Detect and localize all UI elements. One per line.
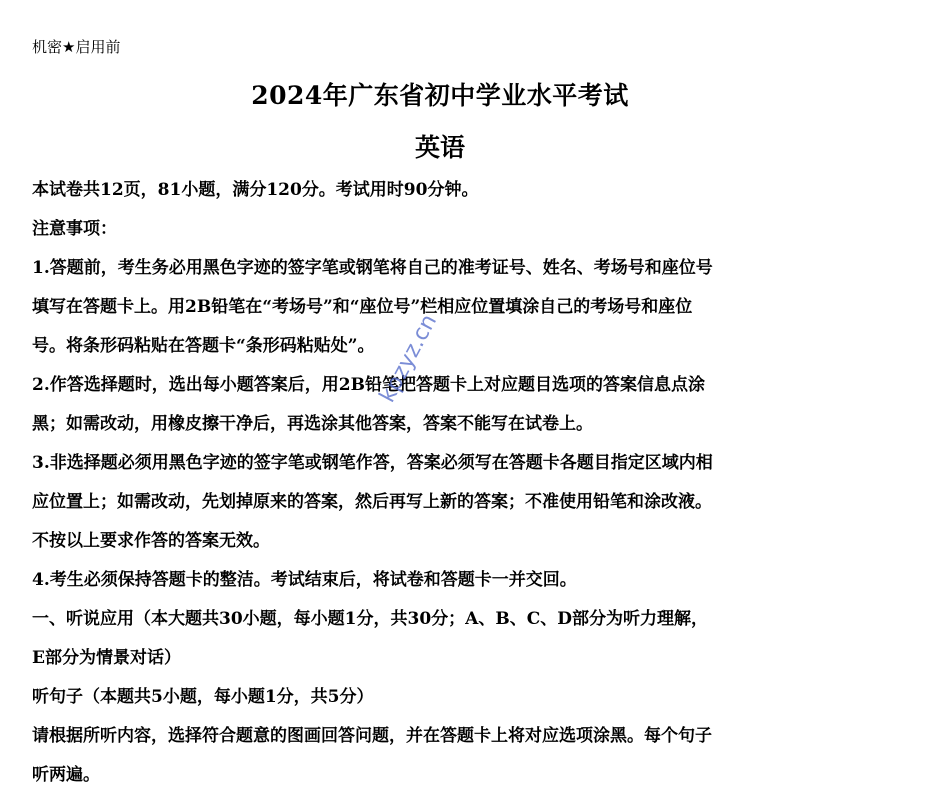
note-3-line-1: 3.非选择题必须用黑色字迹的签字笔或钢笔作答，答案必须写在答题卡各题目指定区域内相 [32, 453, 713, 473]
note-4-line-1: 4.考生必须保持答题卡的整洁。考试结束后，将试卷和答题卡一并交回。 [32, 570, 577, 590]
part-a-heading: 听句子（本题共5小题，每小题1分，共5分） [32, 687, 374, 707]
note-3-line-2: 应位置上；如需改动，先划掉原来的答案，然后再写上新的答案；不准使用铅笔和涂改液。 [32, 492, 712, 512]
exam-intro: 本试卷共12页，81小题，满分120分。考试用时90分钟。 [32, 180, 479, 200]
note-1-line-2: 填写在答题卡上。用2B铅笔在“考场号”和“座位号”栏相应位置填涂自己的考场号和座位 [32, 297, 693, 317]
note-3-line-3: 不按以上要求作答的答案无效。 [32, 531, 270, 551]
exam-title: 2024年广东省初中学业水平考试 [251, 81, 629, 110]
note-2-line-1: 2.作答选择题时，选出每小题答案后，用2B铅笔把答题卡上对应题目选项的答案信息点涂 [32, 375, 705, 395]
notice-heading: 注意事项： [32, 219, 117, 239]
secret-mark: 机密★启用前 [32, 38, 121, 56]
instruction-line-1: 请根据所听内容，选择符合题意的图画回答问题，并在答题卡上将对应选项涂黑。每个句子 [32, 726, 712, 746]
note-1-line-1: 1.答题前，考生务必用黑色字迹的签字笔或钢笔将自己的准考证号、姓名、考场号和座位号 [32, 258, 713, 278]
note-2-line-2: 黑；如需改动，用橡皮擦干净后，再选涂其他答案，答案不能写在试卷上。 [32, 414, 593, 434]
note-1-line-3: 号。将条形码粘贴在答题卡“条形码粘贴处”。 [32, 336, 375, 356]
instruction-line-2: 听两遍。 [32, 765, 100, 785]
section1-line-2: E部分为情景对话） [32, 648, 181, 668]
exam-subject: 英语 [414, 133, 465, 162]
section1-line-1: 一、听说应用（本大题共30小题，每小题1分，共30分；A、B、C、D部分为听力理解， [32, 609, 708, 629]
site-watermark: kpzyz.cn [375, 310, 443, 407]
